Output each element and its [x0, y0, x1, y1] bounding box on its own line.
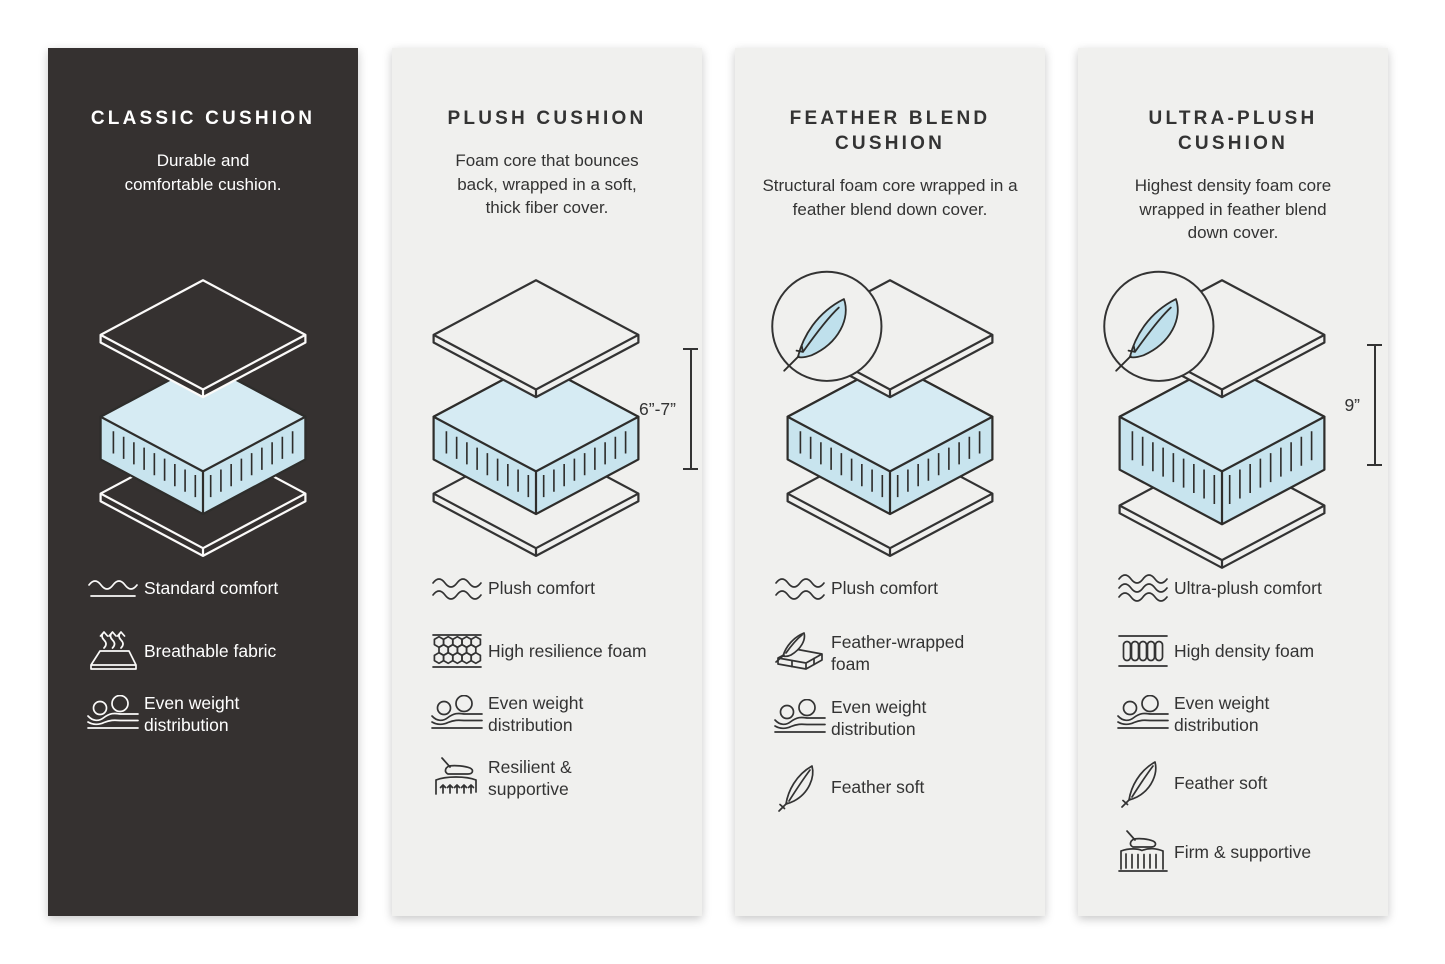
resilient-supportive-icon: [426, 756, 488, 800]
panel-title: ULTRA-PLUSH CUSHION: [1148, 108, 1318, 155]
feature-row: [426, 756, 688, 801]
dimension-marker: [1344, 344, 1382, 466]
panel-feather-blend-cushion: [735, 48, 1045, 916]
feather-wrapped-foam-icon: [769, 629, 831, 677]
feature-label: Feather soft: [1174, 772, 1268, 793]
cushion-layers-illustration: [735, 270, 1045, 575]
feature-row: [1112, 566, 1374, 610]
dimension-label: 9”: [1344, 394, 1360, 415]
even-weight-icon: [769, 699, 831, 737]
feature-row: [426, 629, 688, 673]
feature-label: Breathable fabric: [144, 640, 277, 661]
dimension-rule: [1367, 344, 1382, 466]
cushion-layers-illustration: [1078, 270, 1388, 575]
feature-label: Even weight distribution: [1174, 693, 1270, 736]
panel-description: Foam core that bounces back, wrapped in a soft, thick fiber cover.: [455, 151, 639, 217]
panel-description: Durable and comfortable cushion.: [124, 151, 282, 194]
feature-row: [769, 629, 1031, 677]
layered-cushion-graphic: [75, 270, 331, 569]
feather-badge-icon: [772, 272, 881, 381]
feature-label: Feather-wrapped foam: [831, 631, 965, 674]
feature-row: [82, 629, 344, 673]
panel-title: PLUSH CUSHION: [447, 108, 647, 129]
wave-double-icon: [769, 572, 831, 604]
feather-badge-icon: [1104, 272, 1213, 381]
feature-row: [82, 692, 344, 737]
feature-list: [426, 566, 688, 820]
honeycomb-foam-icon: [426, 630, 488, 672]
feature-row: [769, 566, 1031, 610]
layered-cushion-graphic: [762, 270, 1018, 569]
firm-supportive-icon: [1112, 829, 1174, 875]
panel-description: Highest density foam core wrapped in feather blend down cover.: [1134, 176, 1332, 243]
even-weight-icon: [1112, 695, 1174, 733]
dimension-rule: [683, 348, 698, 470]
dimension-marker: [639, 348, 698, 470]
feature-label: Even weight distribution: [831, 697, 927, 740]
feature-list: [769, 566, 1031, 833]
feature-label: Even weight distribution: [144, 693, 240, 736]
feature-row: [1112, 756, 1374, 810]
feature-label: Ultra-plush comfort: [1174, 577, 1322, 598]
layered-cushion-graphic: [408, 270, 664, 569]
panel-description: Structural foam core wrapped in a feather blend down cover.: [762, 176, 1018, 219]
feature-row: [426, 692, 688, 737]
feature-row: [1112, 829, 1374, 875]
dimension-label: 6”-7”: [639, 398, 676, 419]
panel-classic-cushion: [48, 48, 358, 916]
wave-single-icon: [82, 572, 144, 604]
feather-icon: [769, 760, 831, 814]
feature-row: [82, 566, 344, 610]
feature-label: High resilience foam: [488, 640, 647, 661]
panel-ultra-plush-cushion: [1078, 48, 1388, 916]
wave-triple-icon: [1112, 571, 1174, 605]
even-weight-icon: [82, 695, 144, 733]
panel-title: FEATHER BLEND CUSHION: [789, 108, 991, 155]
feature-row: [426, 566, 688, 610]
feature-label: Plush comfort: [488, 577, 595, 598]
feature-row: [769, 760, 1031, 814]
panel-title: CLASSIC CUSHION: [90, 108, 316, 129]
feature-label: High density foam: [1174, 640, 1315, 661]
feature-label: Feather soft: [831, 776, 925, 797]
wave-double-icon: [426, 572, 488, 604]
feature-label: Firm & supportive: [1174, 841, 1312, 862]
feature-row: [769, 696, 1031, 741]
feature-label: Resilient & supportive: [488, 756, 572, 800]
panel-plush-cushion: [392, 48, 702, 916]
even-weight-icon: [426, 695, 488, 733]
feather-icon: [1112, 756, 1174, 810]
breathable-fabric-icon: [82, 629, 144, 673]
feature-list: [1112, 566, 1374, 894]
feature-label: Even weight distribution: [488, 693, 584, 736]
feature-row: [1112, 692, 1374, 737]
capsule-foam-icon: [1112, 630, 1174, 672]
feature-label: Standard comfort: [144, 577, 279, 598]
cushion-layers-illustration: [48, 270, 358, 575]
feature-row: [1112, 629, 1374, 673]
layered-cushion-graphic: [1094, 270, 1350, 570]
feature-label: Plush comfort: [831, 577, 938, 598]
feature-list: [82, 566, 344, 756]
